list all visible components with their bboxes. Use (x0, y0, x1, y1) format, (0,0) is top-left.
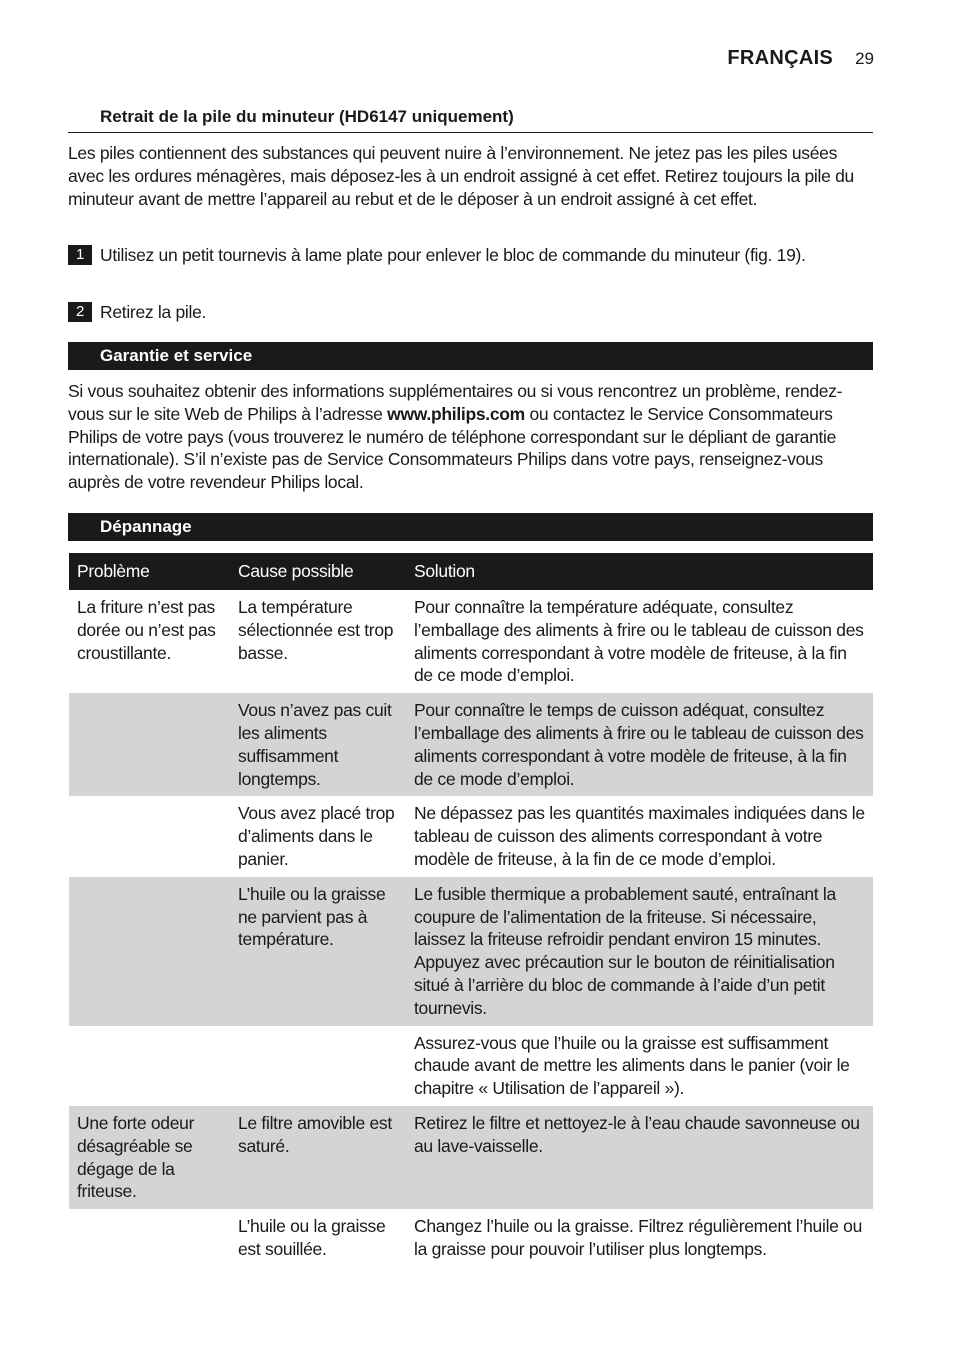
problem-cell (69, 796, 230, 876)
step-text: Retirez la pile. (100, 302, 207, 322)
cause-cell: Vous avez placé trop d’aliments dans le panier. (238, 803, 395, 869)
column-header-cause: Cause possible (230, 553, 406, 590)
table-row (69, 877, 873, 1026)
solution-cell: Assurez-vous que l’huile ou la graisse est suffisamment chaude avant de mettre les aliments dans le panier (voir le chapitre « Utilisation de l’appareil »). (414, 1032, 850, 1099)
solution-cell: Changez l’huile ou la graisse. Filtrez régulièrement l’huile ou la graisse pour pouvoir l’utiliser plus longtemps. (414, 1216, 863, 1259)
table-row (69, 590, 873, 693)
guarantee-paragraph (68, 380, 874, 494)
solution-cell: Ne dépassez pas les quantités maximales indiquées dans le tableau de cuisson des aliments correspondant à votre modèle de friteuse, à la fin de ce mode d’emploi. (414, 803, 865, 869)
step-1 (68, 244, 828, 267)
step-number: 1 (68, 245, 92, 265)
language-label: FRANÇAIS (727, 47, 834, 69)
column-header-solution: Solution (406, 553, 873, 590)
table-row (69, 1106, 873, 1209)
problem-cell (69, 1026, 230, 1106)
cause-cell: La température sélectionnée est trop basse. (238, 597, 394, 663)
troubleshooting-table (69, 553, 873, 1267)
guarantee-text-before: Si vous souhaitez obtenir des informations supplémentaires ou si vous rencontrez un problème, rendez-vous sur le site Web de Philips à l’adresse (68, 381, 843, 424)
solution-cell: Le fusible thermique a probablement sauté, entraînant la coupure de l’alimentation de la friteuse. Si nécessaire, laissez la friteuse refroidir pendant environ 15 minutes. Appuyez avec précaution sur le bouton de réinitialisation situé à l’arrière du bloc de commande à l’aide d’un petit tournevis. (406, 877, 873, 1026)
cause-cell (230, 1026, 406, 1106)
table-header-row (69, 553, 873, 590)
solution-cell: Pour connaître la température adéquate, consultez l’emballage des aliments à frire ou le tableau de cuisson des aliments correspondant à votre modèle de friteuse, à la fin de ce mode d’emploi. (414, 597, 864, 686)
step-2 (68, 301, 828, 324)
cause-cell: L’huile ou la graisse ne parvient pas à température. (230, 877, 406, 1026)
problem-cell (69, 877, 230, 1026)
cause-cell: L’huile ou la graisse est souillée. (238, 1216, 386, 1259)
table-row (69, 796, 873, 876)
solution-cell: Retirez le filtre et nettoyez-le à l’eau chaude savonneuse ou au lave-vaisselle. (406, 1106, 873, 1209)
guarantee-text-after: ou contactez le Service Consommateurs Philips de votre pays (vous trouverez le numéro de téléphone correspondant sur le dépliant de garantie internationale). S’il n’existe pas de Service Consommateurs Philips dans votre pays, renseignez-vous auprès de votre revendeur Philips local. (68, 403, 837, 493)
problem-cell: La friture n’est pas dorée ou n’est pas croustillante. (77, 597, 216, 663)
problem-cell: Une forte odeur désagréable se dégage de la friteuse. (69, 1106, 230, 1209)
solution-cell: Pour connaître le temps de cuisson adéquat, consultez l’emballage des aliments à frire ou le tableau de cuisson des aliments correspondant à votre modèle de friteuse, à la fin de ce mode d’emploi. (406, 693, 873, 796)
problem-cell (69, 693, 230, 796)
troubleshooting-heading: Dépannage (68, 513, 873, 541)
step-number: 2 (68, 302, 92, 322)
page-header (727, 47, 874, 70)
table-row (69, 1209, 873, 1267)
page-number: 29 (855, 49, 874, 68)
cause-cell: Vous n’avez pas cuit les aliments suffisamment longtemps. (230, 693, 406, 796)
table-row (69, 1026, 873, 1106)
battery-heading: Retrait de la pile du minuteur (HD6147 uniquement) (68, 107, 873, 133)
guarantee-heading: Garantie et service (68, 342, 873, 370)
table-row (69, 693, 873, 796)
problem-cell (69, 1209, 230, 1267)
battery-paragraph: Les piles contiennent des substances qui peuvent nuire à l’environnement. Ne jetez pas les piles usées avec les ordures ménagères, mais déposez-les à un endroit assigné à cet effet. Retirez toujours la pile du minuteur avant de mettre l’appareil au rebut et de le déposer à un endroit assigné à cet effet. (68, 143, 854, 209)
step-text: Utilisez un petit tournevis à lame plate pour enlever le bloc de commande du minuteur (fig. 19). (100, 245, 806, 265)
cause-cell: Le filtre amovible est saturé. (230, 1106, 406, 1209)
philips-website-link[interactable]: www.philips.com (387, 403, 525, 424)
column-header-problem: Problème (69, 553, 230, 590)
